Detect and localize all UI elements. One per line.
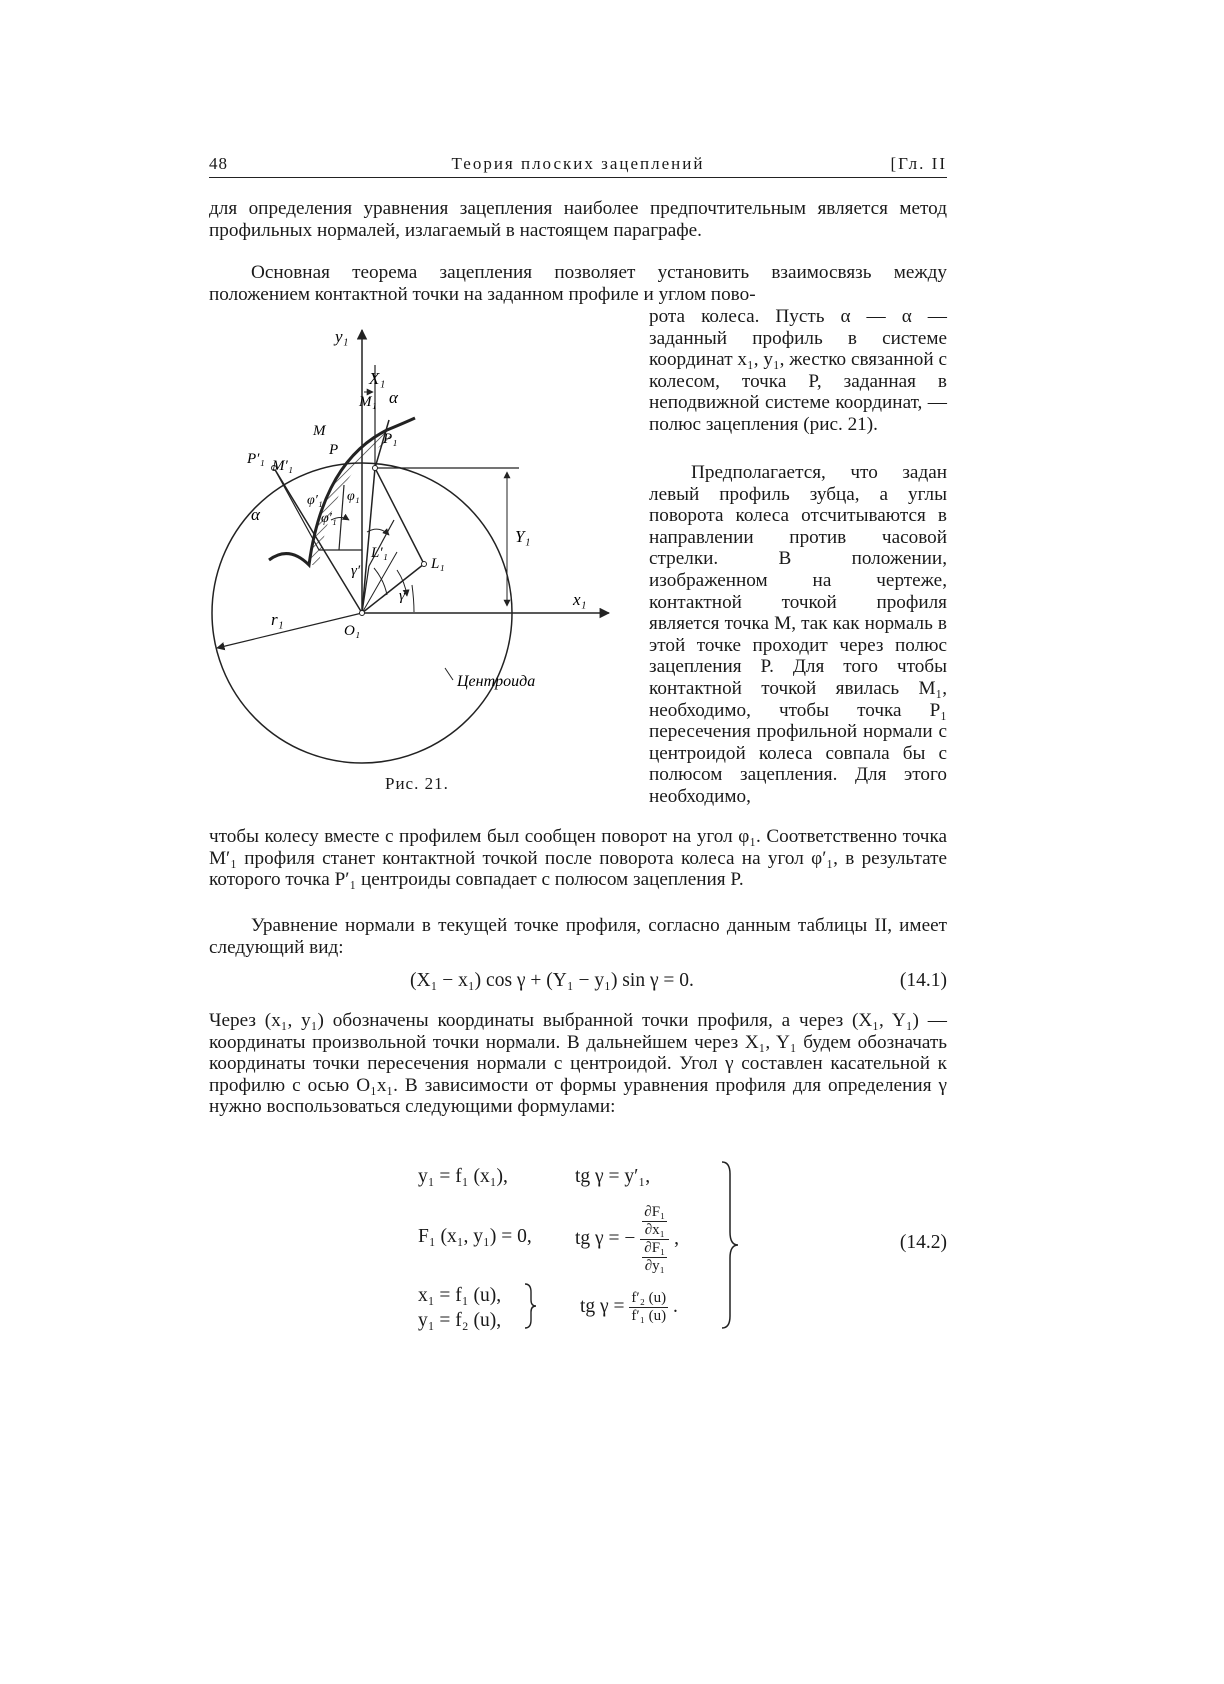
chapter-marker: [Гл. II [890,154,947,173]
label-X1: X₁ [369,369,386,388]
eq-14-2-big-numerator: $\frac{\text{∂F₁}}{\text{∂x₁}}$ [640,1204,669,1240]
eq-14-2-line2-right [575,1204,679,1275]
label-phi1p: φ′₁ [307,493,323,508]
label-P1p: P′₁ [247,451,265,467]
eq-14-2-line3-right: tg γ = $\frac{\text{f′₂ (u)}}{\text{f′₁ (u)}}$ . [580,1290,678,1324]
eq-14-2-line1-left: y₁ = f₁ (x₁), [418,1166,508,1187]
eq-14-2-line3a-left: x₁ = f₁ (u), [418,1285,502,1306]
figure-21 [209,320,639,810]
label-M1p: M′₁ [272,458,293,474]
label-centroid: Центроида [457,673,536,690]
paragraph-5: Через (x₁, y₁) обозначены координаты выбранной точки профиля, а через (X₁, Y₁) — координаты произвольной точки нормали. В дальнейшем через X₁, Y₁ будем обозначать координаты точки пересечения нормали с центроидой. Угол γ составлен касательной к профилю с осью O₁x₁. В зависимости от формы уравнения профиля для определения γ нужно воспользоваться следующими формулами: [209,1010,947,1118]
page-header [209,154,947,178]
paragraph-1: для определения уравнения зацепления наиболее предпочтительным является метод профильных нормалей, излагаемый в настоящем параграфе. [209,198,947,241]
running-title: Теория плоских зацеплений [451,154,705,173]
paragraph-3-full: чтобы колесу вместе с профилем был сообщен поворот на угол φ₁. Соответственно точка M′₁ профиля станет контактной точкой после поворота колеса на угол φ′₁, в результате которого точка P′₁ центроиды совпадает с полюсом зацепления P. [209,826,947,891]
label-alpha-top: α [389,388,398,407]
paragraph-4: Уравнение нормали в текущей точке профиля, согласно данным таблицы II, имеет следующий вид: [209,915,947,958]
eq-14-2-big-denominator: $\frac{\text{∂F₁}}{\text{∂y₁}}$ [644,1240,666,1274]
label-P: P [329,442,339,458]
label-x1: x₁ [573,590,587,609]
label-M: M [313,423,326,439]
eq-14-2-line3-fraction: $\frac{\text{f′₂ (u)}}{\text{f′₁ (u)}}$ [631,1290,667,1324]
label-phi1pp: φ′₁ [321,511,337,526]
label-phi1: φ₁ [347,489,360,504]
header-rule [209,177,947,178]
gear-profile-diagram [209,320,639,810]
eq-14-2-small-brace [523,1282,537,1330]
figure-caption: Рис. 21. [385,774,449,793]
label-L1: L₁ [431,556,445,572]
equation-14-1-number: (14.1) [899,970,947,991]
eq-14-2-line2-left: F₁ (x₁, y₁) = 0, [418,1226,532,1247]
eq-14-2-line1-right: tg γ = y′₁, [575,1166,651,1187]
eq-14-2-line2-suffix: , [674,1227,680,1249]
eq-14-2-line3b-left: y₁ = f₂ (u), [418,1310,502,1331]
page-number: 48 [209,154,228,173]
label-alpha-bottom: α [251,505,260,524]
equation-14-1: (X₁ − x₁) cos γ + (Y₁ − y₁) sin γ = 0. [410,970,694,991]
paragraph-3-side: Предполагается, что задан левый профиль зубца, а углы поворота колеса отсчитываются в направлении против часовой стрелки. В положении, изображенном на чертеже, контактной точкой профиля является точка M, так как нормаль в этой точке проходит через полюс зацепления P. Для того чтобы контактной точкой явилась M₁, необходимо, чтобы точка P₁ пересечения профильной нормали с центроидой колеса совпала бы с полюсом зацепления. Для этого необходимо, [649,462,947,807]
label-O1: O₁ [344,623,361,639]
label-M1: M₁ [359,394,377,410]
label-L1p: L′₁ [371,545,388,561]
label-P1: P₁ [383,431,398,447]
profile-curve-upper [387,418,415,430]
label-gamma: γ [399,588,405,604]
eq-14-2-big-brace [720,1160,740,1330]
label-r1: r₁ [271,610,284,629]
eq-14-2-line3-prefix: tg γ = [580,1295,625,1317]
eq-14-2-big-fraction [640,1204,669,1275]
label-Y1: Y₁ [515,527,531,546]
paragraph-2-full: Основная теорема зацепления позволяет установить взаимосвязь между положением контактной точки на заданном профиле и углом пово- [209,262,947,305]
eq-14-2-line2-prefix: tg γ = − [575,1227,636,1249]
equation-14-2-number: (14.2) [899,1232,947,1253]
label-gammap: γ′ [351,563,361,579]
label-y1: y₁ [335,327,349,346]
paragraph-2-side: рота колеса. Пусть α — α — заданный профиль в системе координат x₁, y₁, жестко связанной с колесом, точка P, заданная в неподвижной системе координат, — полюс зацепления (рис. 21). [649,306,947,435]
radius-r1 [217,613,362,648]
